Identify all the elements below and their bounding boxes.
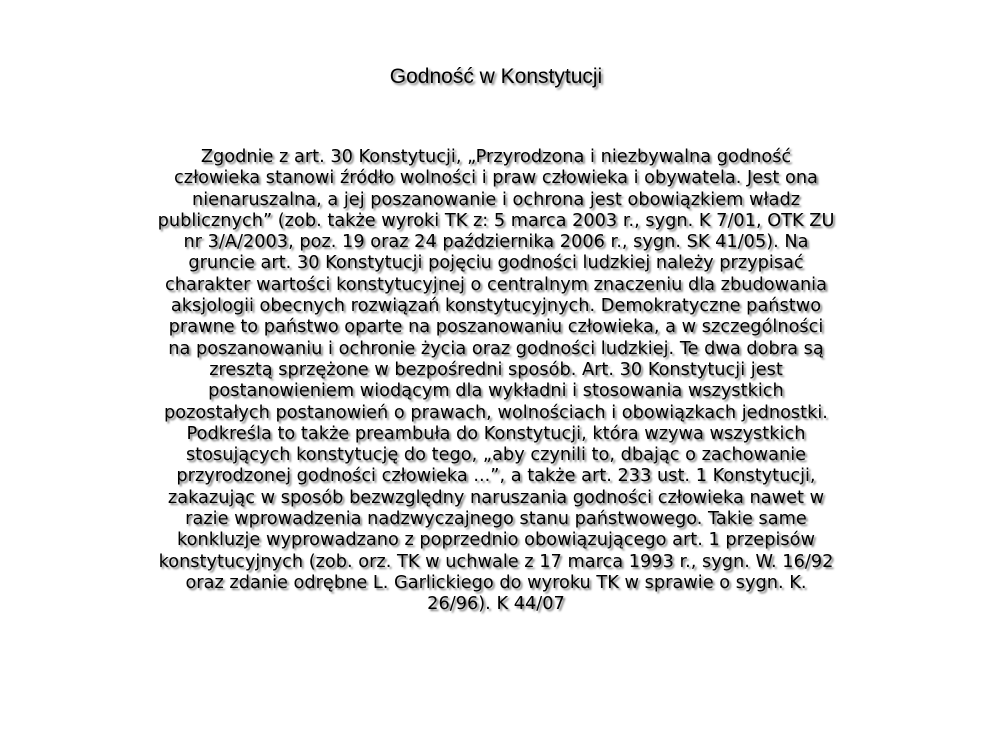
slide-body-text: Zgodnie z art. 30 Konstytucji, „Przyrodzona i niezbywalna godność człowieka stanowi źródło wolności i praw człowieka i obywatela. Jest ona nienaruszalna, a jej poszanowanie i ochrona jest obowiązkiem władz publicznych” (zob. także wyroki TK z: 5 marca 2003 r., sygn. K 7/01, OTK ZU nr 3/A/2003, poz. 19 oraz 24 października 2006 r., sygn. SK 41/05). Na gruncie art. 30 Konstytucji pojęciu godności ludzkiej należy przypisać charakter wartości konstytucyjnej o centralnym znaczeniu dla zbudowania aksjologii obecnych rozwiązań konstytucyjnych. Demokratyczne państwo prawne to państwo oparte na poszanowaniu człowieka, a w szczególności na poszanowaniu i ochronie życia oraz godności ludzkiej. Te dwa dobra są zresztą sprzężone w bezpośredni sposób. Art. 30 Konstytucji jest postanowieniem wiodącym dla wykładni i stosowania wszystkich pozostałych postanowień o prawach, wolnościach i obowiązkach jednostki. Podkreśla to także preambuła do Konstytucji, która wzywa wszystkich stosujących konstytucję do tego, „aby czynili to, dbając o zachowanie przyrodzonej godności człowieka ...”, a także art. 233 ust. 1 Konstytucji, zakazując w sposób bezwzględny naruszania godności człowieka nawet w razie wprowadzenia nadzwyczajnego stanu państwowego. Takie same konkluzje wyprowadzano z poprzednio obowiązującego art. 1 przepisów konstytucyjnych (zob. orz. TK w uchwale z 17 marca 1993 r., sygn. W. 16/92 oraz zdanie odrębne L. Garlickiego do wyroku TK w sprawie o sygn. K. 26/96). K 44/07 (157, 146, 835, 615)
slide-title: Godność w Konstytucji (389, 65, 603, 88)
